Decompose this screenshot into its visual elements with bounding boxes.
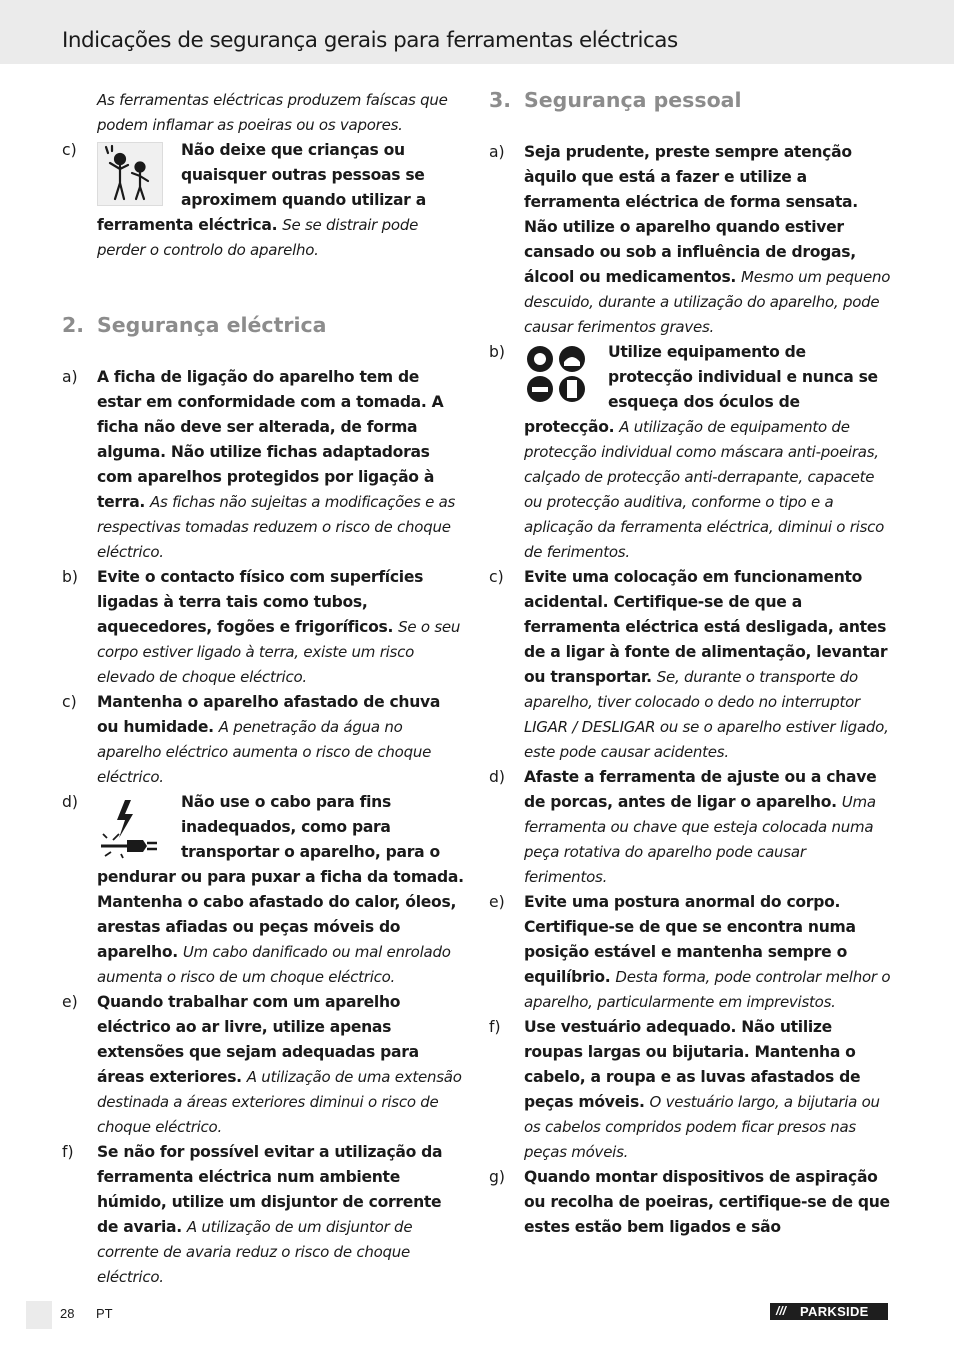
keep-children-away-icon bbox=[97, 142, 163, 206]
list-item bbox=[489, 1015, 891, 1165]
item-italic-text: Uma ferramenta ou chave que esteja colocada numa peça rotativa do aparelho pode causar ferimentos. bbox=[524, 793, 876, 886]
item-bold-text: Evite uma postura anormal do corpo. Certifique-se de que se encontra numa posição estável e mantenha sempre o equilíbrio. bbox=[524, 893, 856, 986]
item-bold-text: Utilize equipamento de protecção individual e nunca se esqueça dos óculos de protecção. bbox=[524, 343, 878, 436]
right-column bbox=[489, 88, 891, 1240]
item-marker: a) bbox=[489, 143, 505, 161]
item-marker: a) bbox=[62, 368, 78, 386]
item-italic-text: As fichas não sujeitas a modificações e as respectivas tomadas reduzem o risco de choque eléctrico. bbox=[97, 493, 456, 561]
item-bold-text: A ficha de ligação do aparelho tem de estar em conformidade com a tomada. A ficha não deve ser alterada, de forma alguma. Não utilize fichas adaptadoras com aparelhos protegidos por ligação à terra. bbox=[97, 368, 444, 511]
list-item bbox=[62, 990, 466, 1140]
item-italic-text: Mesmo um pequeno descuido, durante a utilização do aparelho, pode causar ferimentos graves. bbox=[524, 268, 891, 336]
item-italic-text: A utilização de um disjuntor de corrente de avaria reduz o risco de choque eléctrico. bbox=[97, 1218, 413, 1286]
page-header bbox=[0, 0, 954, 64]
item-bold-text: Use vestuário adequado. Não utilize roupas largas ou bijutaria. Mantenha o cabelo, a roupa e as luvas afastados de peças móveis. bbox=[524, 1018, 861, 1111]
intro-text: As ferramentas eléctricas produzem faíscas que podem inflamar as poeiras ou os vapores. bbox=[97, 91, 448, 134]
protective-equipment-icon bbox=[524, 344, 590, 404]
item-bold-text: Evite uma colocação em funcionamento acidental. Certifique-se de que a ferramenta eléctrica está desligada, antes de a ligar à fonte de alimentação, levantar ou transportar. bbox=[524, 568, 888, 686]
electric-shock-cable-icon bbox=[97, 794, 163, 860]
item-marker: g) bbox=[489, 1168, 505, 1186]
item-italic-text: A penetração da água no aparelho eléctrico aumenta o risco de choque eléctrico. bbox=[97, 718, 432, 786]
item-italic-text: Se se distrair pode perder o controlo do aparelho. bbox=[97, 216, 419, 259]
item-bold-text: Evite o contacto físico com superfícies ligadas à terra tais como tubos, aquecedores, fogões e frigoríficos. bbox=[97, 568, 424, 636]
list-item bbox=[62, 365, 466, 565]
item-marker: b) bbox=[489, 343, 505, 361]
list-item bbox=[489, 140, 891, 340]
item-bold-text: Não deixe que crianças ou quaisquer outras pessoas se aproximem quando utilizar a ferramenta eléctrica. bbox=[97, 141, 426, 234]
item-italic-text: Desta forma, pode controlar melhor o aparelho, particularmente em imprevistos. bbox=[524, 968, 891, 1011]
left-column bbox=[62, 88, 466, 1290]
list-item bbox=[489, 565, 891, 765]
list-item bbox=[62, 565, 466, 690]
item-marker: f) bbox=[62, 1143, 74, 1161]
item-italic-text: A utilização de equipamento de protecção individual como máscara anti-poeiras, calçado de protecção anti-derrapante, capacete ou protecção auditiva, conforme o tipo e a aplicação da ferramenta eléctrica, diminui o risco de ferimentos. bbox=[524, 418, 885, 561]
section-title: Segurança pessoal bbox=[524, 88, 742, 112]
list-item bbox=[489, 765, 891, 890]
item-marker: d) bbox=[489, 768, 505, 786]
list-item bbox=[62, 138, 466, 263]
item-marker: f) bbox=[489, 1018, 501, 1036]
item-marker: c) bbox=[62, 693, 77, 711]
list-item bbox=[62, 790, 466, 990]
item-marker: e) bbox=[489, 893, 505, 911]
list-item bbox=[489, 890, 891, 1015]
section-heading bbox=[489, 88, 891, 113]
item-bold-text: Não use o cabo para fins inadequados, como para transportar o aparelho, para o pendurar ou para puxar a ficha da tomada. Mantenha o cabo afastado do calor, óleos, arestas afiadas ou peças móveis do aparelho. bbox=[97, 793, 464, 961]
list-item bbox=[489, 340, 891, 565]
intro-paragraph bbox=[62, 88, 466, 138]
page-number-box bbox=[26, 1301, 52, 1329]
item-marker: c) bbox=[62, 141, 77, 159]
section-heading bbox=[62, 313, 466, 338]
item-bold-text: Afaste a ferramenta de ajuste ou a chave de porcas, antes de ligar o aparelho. bbox=[524, 768, 877, 811]
brand-stripes: /// bbox=[776, 1304, 787, 1318]
item-bold-text: Mantenha o aparelho afastado de chuva ou humidade. bbox=[97, 693, 441, 736]
item-italic-text: Se o seu corpo estiver ligado à terra, existe um risco elevado de choque eléctrico. bbox=[97, 618, 461, 686]
item-marker: d) bbox=[62, 793, 78, 811]
item-marker: c) bbox=[489, 568, 504, 586]
language-code: PT bbox=[96, 1306, 113, 1321]
section-number: 3. bbox=[489, 88, 512, 112]
item-bold-text: Seja prudente, preste sempre atenção àquilo que está a fazer e utilize a ferramenta eléctrica de forma sensata. Não utilize o aparelho quando estiver cansado ou sob a influência de drogas, álcool ou medicamentos. bbox=[524, 143, 858, 286]
item-bold-text: Quando trabalhar com um aparelho eléctrico ao ar livre, utilize apenas extensões que sejam adequadas para áreas exteriores. bbox=[97, 993, 419, 1086]
item-italic-text: Se, durante o transporte do aparelho, tiver colocado o dedo no interruptor LIGAR / DESLIGAR ou se o aparelho estiver ligado, este pode causar acidentes. bbox=[524, 668, 889, 761]
list-item bbox=[62, 690, 466, 790]
page-number: 28 bbox=[60, 1306, 75, 1321]
list-item bbox=[489, 1165, 891, 1240]
item-italic-text: Um cabo danificado ou mal enrolado aumenta o risco de um choque eléctrico. bbox=[97, 943, 451, 986]
item-italic-text: A utilização de uma extensão destinada a áreas exteriores diminui o risco de choque eléctrico. bbox=[97, 1068, 462, 1136]
item-marker: e) bbox=[62, 993, 78, 1011]
brand-name: PARKSIDE bbox=[800, 1304, 869, 1319]
page-title: Indicações de segurança gerais para ferramentas eléctricas bbox=[62, 28, 678, 53]
section-title: Segurança eléctrica bbox=[97, 313, 327, 337]
item-marker: b) bbox=[62, 568, 78, 586]
section-number: 2. bbox=[62, 313, 85, 337]
brand-logo bbox=[770, 1303, 888, 1320]
item-italic-text: O vestuário largo, a bijutaria ou os cabelos compridos podem ficar presos nas peças móveis. bbox=[524, 1093, 880, 1161]
item-bold-text: Se não for possível evitar a utilização da ferramenta eléctrica num ambiente húmido, utilize um disjuntor de corrente de avaria. bbox=[97, 1143, 443, 1236]
list-item bbox=[62, 1140, 466, 1290]
item-bold-text: Quando montar dispositivos de aspiração ou recolha de poeiras, certifique-se de que estes estão bem ligados e são bbox=[524, 1168, 890, 1236]
